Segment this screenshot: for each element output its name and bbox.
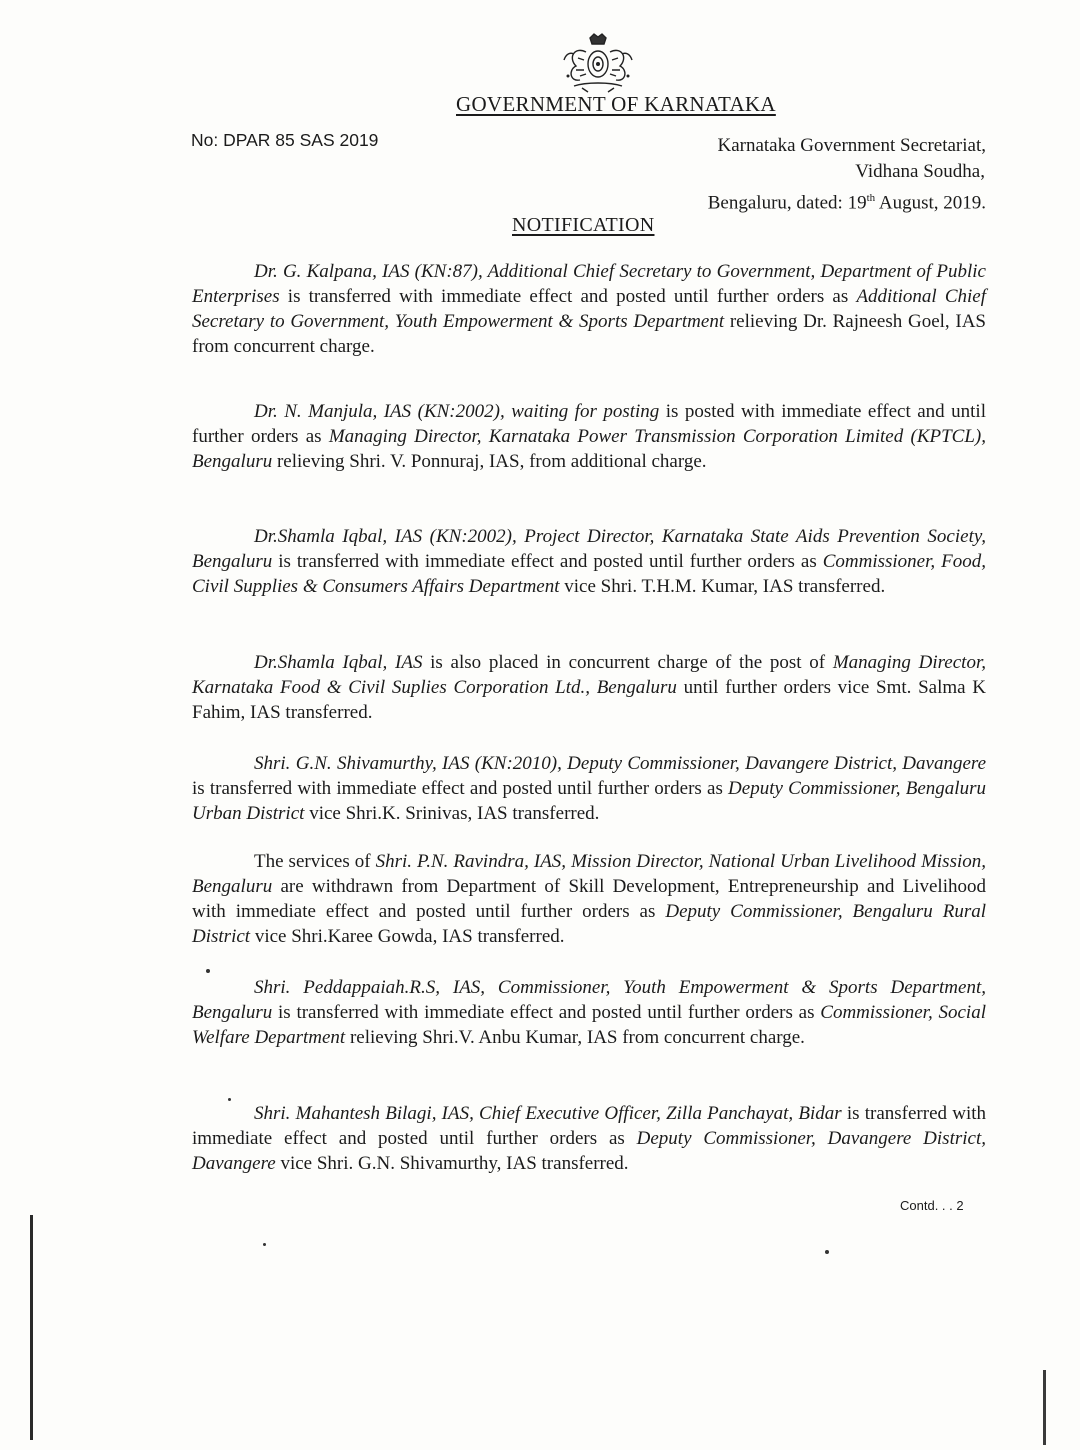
paragraph-bilagi	[192, 1101, 986, 1176]
paragraph-peddappaiah	[192, 975, 986, 1050]
paragraph-shamla-iqbal-concurrent	[192, 650, 986, 725]
text-run: is transferred with immediate effect and posted until further orders as	[272, 1002, 821, 1023]
scan-speck	[825, 1250, 829, 1254]
italic-text-run: Dr.Shamla Iqbal, IAS (KN:2002), Project Director, Karnataka State Aids Prevention Society, Bengaluru	[192, 526, 986, 572]
italic-text-run: Shri. G.N. Shivamurthy, IAS (KN:2010), Deputy Commissioner, Davangere District, Davangere	[254, 753, 986, 774]
date-rest: August, 2019.	[875, 192, 986, 214]
scan-speck	[206, 969, 210, 973]
italic-text-run: Deputy Commissioner, Bengaluru Urban District	[192, 778, 986, 824]
text-run: relieving Shri. V. Ponnuraj, IAS, from additional charge.	[272, 451, 707, 472]
text-run: The services of	[254, 851, 376, 872]
italic-text-run: Deputy Commissioner, Bengaluru Rural District	[192, 901, 986, 947]
italic-text-run: Additional Chief Secretary to Government, Youth Empowerment & Sports Department	[192, 286, 986, 332]
text-run: is transferred with immediate effect and posted until further orders as	[192, 1103, 987, 1149]
paragraph-ravindra	[192, 849, 986, 949]
paragraph-kalpana	[192, 259, 986, 359]
italic-text-run: Commissioner, Social Welfare Department	[192, 1002, 986, 1048]
address-block	[708, 133, 986, 216]
text-run: is transferred with immediate effect and posted until further orders as	[272, 551, 823, 572]
italic-text-run: Commissioner, Food, Civil Supplies & Consumers Affairs Department	[192, 551, 986, 597]
text-run: relieving Dr. Rajneesh Goel, IAS from concurrent charge.	[192, 311, 986, 357]
text-run: vice Shri.Karee Gowda, IAS transferred.	[250, 926, 565, 947]
text-run: until further orders vice Smt. Salma K Fahim, IAS transferred.	[192, 677, 986, 723]
text-run: vice Shri.K. Srinivas, IAS transferred.	[304, 803, 600, 824]
notification-title: NOTIFICATION	[512, 214, 655, 236]
text-run: relieving Shri.V. Anbu Kumar, IAS from concurrent charge.	[345, 1027, 805, 1048]
scan-speck	[263, 1243, 266, 1246]
paragraph-shivamurthy	[192, 751, 986, 826]
text-run: is posted with immediate effect and until further orders as	[192, 401, 986, 447]
text-run: vice Shri. T.H.M. Kumar, IAS transferred.	[559, 576, 886, 597]
italic-text-run: Shri. Peddappaiah.R.S, IAS, Commissioner, Youth Empowerment & Sports Department, Bengaluru	[192, 977, 986, 1023]
italic-text-run: Managing Director, Karnataka Food & Civil Suplies Corporation Ltd., Bengaluru	[192, 652, 986, 698]
address-secretariat: Karnataka Government Secretariat,	[717, 135, 986, 156]
continued-marker: Contd. . . 2	[900, 1198, 964, 1213]
italic-text-run: Dr. G. Kalpana, IAS (KN:87), Additional Chief Secretary to Government, Department of Public Enterprises	[192, 261, 986, 307]
issue-date	[708, 185, 986, 216]
italic-text-run: Shri. P.N. Ravindra, IAS, Mission Director, National Urban Livelihood Mission, Bengaluru	[192, 851, 986, 897]
text-run: is transferred with immediate effect and posted until further orders as	[192, 778, 729, 799]
scan-edge-right	[1043, 1370, 1046, 1445]
text-run: is transferred with immediate effect and posted until further orders as	[279, 286, 857, 307]
italic-text-run: Dr.Shamla Iqbal, IAS	[254, 652, 423, 673]
paragraph-shamla-iqbal	[192, 524, 986, 599]
italic-text-run: Managing Director, Karnataka Power Transmission Corporation Limited (KPTCL), Bengaluru	[192, 426, 986, 472]
date-ordinal-suffix: th	[866, 192, 876, 204]
text-run: are withdrawn from Department of Skill Development, Entrepreneurship and Livelihood with immediate effect and posted until further orders as	[192, 876, 986, 922]
reference-number: No: DPAR 85 SAS 2019	[191, 130, 379, 150]
scan-edge-left	[30, 1215, 33, 1440]
text-run: vice Shri. G.N. Shivamurthy, IAS transferred.	[275, 1153, 629, 1174]
government-title: GOVERNMENT OF KARNATAKA	[456, 92, 776, 116]
date-prefix: Bengaluru, dated: 19	[707, 192, 867, 214]
italic-text-run: Shri. Mahantesh Bilagi, IAS, Chief Executive Officer, Zilla Panchayat, Bidar	[254, 1103, 842, 1124]
karnataka-state-emblem-icon	[556, 30, 640, 96]
address-vidhana-soudha: Vidhana Soudha,	[855, 161, 985, 182]
italic-text-run: Deputy Commissioner, Davangere District, Davangere	[192, 1128, 986, 1174]
paragraph-manjula	[192, 399, 986, 474]
italic-text-run: Dr. N. Manjula, IAS (KN:2002), waiting for posting	[254, 401, 660, 422]
text-run: is also placed in concurrent charge of the post of	[422, 652, 833, 673]
